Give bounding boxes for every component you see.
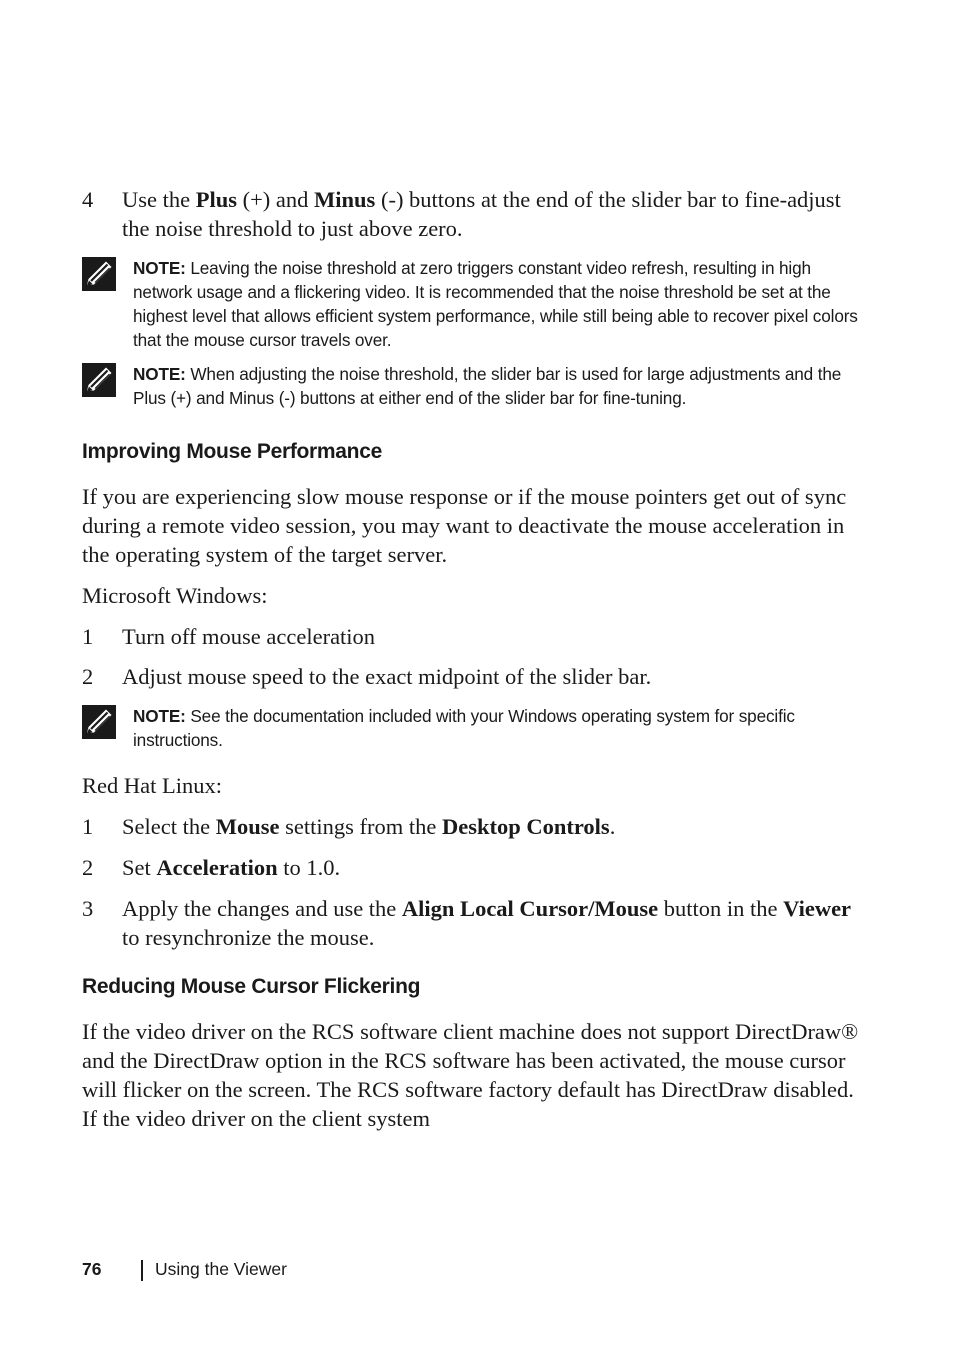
note-text xyxy=(133,362,862,410)
step-text-part: . xyxy=(609,814,616,839)
step-number: 1 xyxy=(82,624,94,649)
note-pencil-icon xyxy=(82,705,116,739)
align-local-cursor-term: Align Local Cursor/Mouse xyxy=(401,896,659,921)
step-text: Turn off mouse acceleration xyxy=(122,624,376,649)
linux-step-1 xyxy=(82,812,857,841)
note-label: NOTE: xyxy=(133,706,186,726)
footer-section-title: Using the Viewer xyxy=(155,1259,287,1279)
note-content: When adjusting the noise threshold, the slider bar is used for large adjustments and the Plus (+) and Minus (-) buttons at either end of the slider bar for fine-tuning. xyxy=(133,364,842,408)
linux-step-2 xyxy=(82,853,857,882)
step-number: 2 xyxy=(82,664,94,689)
step-text xyxy=(122,185,857,243)
note-pencil-icon xyxy=(82,257,116,291)
windows-step-1 xyxy=(82,622,857,651)
linux-label: Red Hat Linux: xyxy=(82,773,222,798)
minus-term: Minus xyxy=(314,187,376,212)
step-text xyxy=(122,812,857,841)
section-heading-reducing-flicker: Reducing Mouse Cursor Flickering xyxy=(82,975,421,998)
flicker-paragraph: If the video driver on the RCS software client machine does not support DirectDraw® and the DirectDraw option in the RCS software has been activated, the mouse cursor will flicker on the screen. The RCS software factory default has DirectDraw disabled. If the video driver on the client system xyxy=(82,1019,859,1131)
step-text-part: Set xyxy=(122,855,157,880)
note-1 xyxy=(82,256,862,352)
step-text-part: (-) buttons at the end of the slider bar to fine-adjust the noise threshold to just above zero. xyxy=(122,187,841,241)
mouse-term: Mouse xyxy=(215,814,280,839)
note-2 xyxy=(82,362,862,410)
note-pencil-icon xyxy=(82,363,116,397)
viewer-term: Viewer xyxy=(783,896,852,921)
step-text-part: Select the xyxy=(122,814,216,839)
acceleration-term: Acceleration xyxy=(156,855,278,880)
step-text: Adjust mouse speed to the exact midpoint of the slider bar. xyxy=(122,664,652,689)
step-4 xyxy=(82,185,857,243)
step-number: 2 xyxy=(82,855,94,880)
intro-paragraph: If you are experiencing slow mouse response or if the mouse pointers get out of sync during a remote video session, you may want to deactivate the mouse acceleration in the operating system of the target server. xyxy=(82,484,847,567)
footer-divider xyxy=(141,1260,143,1281)
step-text-part: Apply the changes and use the xyxy=(122,896,402,921)
note-text xyxy=(133,256,862,352)
step-text-part: Use the xyxy=(122,187,196,212)
section-heading-improving-mouse: Improving Mouse Performance xyxy=(82,440,382,463)
page-number: 76 xyxy=(82,1259,102,1279)
step-text xyxy=(122,894,857,952)
step-text xyxy=(122,853,857,882)
note-content: See the documentation included with your Windows operating system for specific instructions. xyxy=(133,706,795,750)
step-text-part: button in the xyxy=(658,896,784,921)
windows-label: Microsoft Windows: xyxy=(82,583,268,608)
windows-step-2 xyxy=(82,662,857,691)
step-text-part: to 1.0. xyxy=(277,855,341,880)
step-text-part: (+) and xyxy=(237,187,315,212)
note-content: Leaving the noise threshold at zero triggers constant video refresh, resulting in high network usage and a flickering video. It is recommended that the noise threshold be set at the highest level that allows efficient system performance, while still being able to recover pixel colors that the mouse cursor travels over. xyxy=(133,258,858,350)
step-number: 1 xyxy=(82,814,94,839)
linux-step-3 xyxy=(82,894,857,952)
step-text-part: to resynchronize the mouse. xyxy=(122,925,375,950)
step-text-part: settings from the xyxy=(279,814,442,839)
step-number: 4 xyxy=(82,187,94,212)
note-label: NOTE: xyxy=(133,364,186,384)
note-3 xyxy=(82,704,862,752)
note-label: NOTE: xyxy=(133,258,186,278)
note-text xyxy=(133,704,862,752)
desktop-controls-term: Desktop Controls xyxy=(441,814,610,839)
step-number: 3 xyxy=(82,896,94,921)
plus-term: Plus xyxy=(195,187,237,212)
